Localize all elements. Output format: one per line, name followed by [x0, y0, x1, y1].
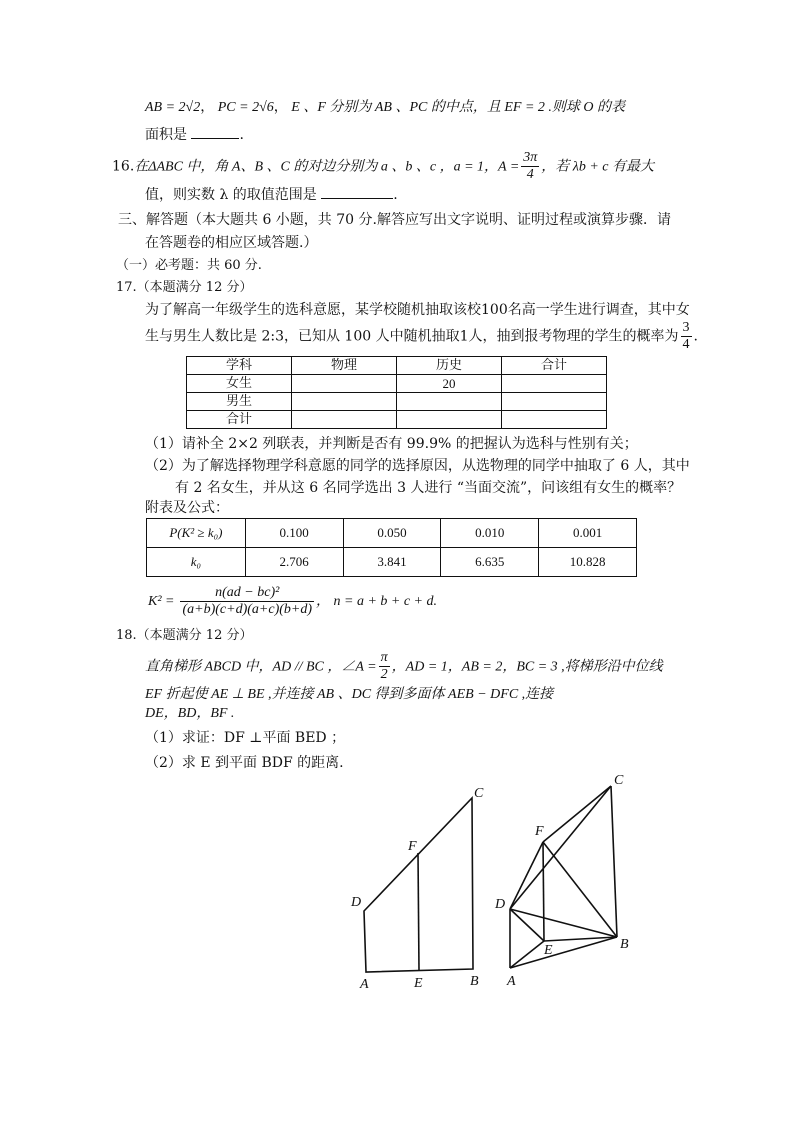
q15-ef: E 、F 分别为 AB 、PC 的中点，且 EF = 2 .则球 O 的表: [291, 100, 626, 115]
answer-blank: [191, 124, 239, 139]
table-row-label: k₀: [147, 548, 246, 577]
critical-value-table: [146, 518, 637, 577]
table-cell: 2.706: [245, 548, 343, 577]
k-formula-fraction: $\frac{\text{n(ad − bc)²}}{(a+b)(c+d)(a+c)(b+d)}$: [182, 585, 312, 618]
label-E-right: E: [544, 943, 553, 958]
table-cell: [502, 375, 607, 393]
q18-para3: DE，BD，BF .: [145, 706, 235, 721]
contingency-table: [186, 356, 607, 429]
trapezoid-figure: [364, 798, 473, 972]
table-cell: [292, 411, 397, 429]
label-C-left: C: [474, 786, 484, 801]
q16-line2: 值，则实数 λ 的取值范围是 .: [145, 184, 398, 205]
q16-number: 16.: [112, 158, 135, 175]
table-header: 物理: [292, 357, 397, 375]
label-A-right: A: [507, 974, 516, 989]
q16-range-text: 值，则实数 λ 的取值范围是: [145, 187, 317, 203]
table-row: [147, 548, 637, 577]
label-D-right: D: [495, 897, 506, 912]
table-cell: 0.010: [441, 519, 539, 548]
section-title: 三、解答题（本大题共 6 小题，共 70 分.解答应写出文字说明、证明过程或演算步骤．请: [118, 212, 671, 228]
polyhedron-figure: [510, 786, 617, 968]
q18-para2: EF 折起使 AE ⊥ BE ,并连接 AB 、DC 得到多面体 AEB − DFC ,连接: [145, 687, 554, 702]
q17-para2: 生与男生人数比是 2:3，已知从 100 人中随机抽取1人，抽到报考物理的学生的概率为 $\frac{3}{4}$ .: [145, 320, 698, 352]
table-cell: 合计: [187, 411, 292, 429]
table-header: 历史: [397, 357, 502, 375]
table-cell: 6.635: [441, 548, 539, 577]
q17-sub2-cont: 有 2 名女生，并从这 6 名同学选出 3 人进行 “当面交流”，问该组有女生的概率？: [175, 480, 682, 496]
table-row: [187, 393, 607, 411]
label-F-right: F: [535, 824, 544, 839]
q17-sub1: （1）请补全 2×2 列联表，并判断是否有 99.9% 的把握认为选科与性别有关；: [145, 436, 638, 452]
q17-prob-fraction: $\frac{3}{4}$: [682, 320, 690, 352]
table-cell: 20: [397, 375, 502, 393]
table-cell: 0.001: [539, 519, 637, 548]
table-cell: [292, 375, 397, 393]
table-header: 合计: [502, 357, 607, 375]
section-sub: （一）必考题：共 60 分.: [116, 258, 262, 273]
table-cell: 女生: [187, 375, 292, 393]
table-cell: 3.841: [343, 548, 441, 577]
q16-text-b: ，若 λb + c 有最大: [541, 159, 655, 175]
q18-angle-fraction: $\frac{\pi}{2}$: [380, 650, 388, 682]
table-header: 学科: [187, 357, 292, 375]
k-formula: K² = $\frac{\text{n(ad − bc)²}}{(a+b)(c+d)(a+c)(b+d)}$ ， n = a + b + c + d.: [148, 585, 438, 618]
table-row: [147, 519, 637, 548]
q18-sub2: （2）求 E 到平面 BDF 的距离.: [145, 755, 344, 771]
q15-ab: AB = 2√2: [145, 100, 201, 115]
table-cell: 0.100: [245, 519, 343, 548]
label-B-left: B: [470, 974, 479, 989]
q16-line1: [112, 150, 654, 183]
answer-blank: [321, 184, 393, 199]
table-row: [187, 375, 607, 393]
table-cell: [397, 411, 502, 429]
table-cell: [502, 393, 607, 411]
table-cell: [502, 411, 607, 429]
table-cell: [397, 393, 502, 411]
q15-line1: AB = 2√2， PC = 2√6， E 、F 分别为 AB 、PC 的中点，且 EF = 2 .则球 O 的表: [145, 100, 626, 115]
q17-para1: 为了解高一年级学生的选科意愿，某学校随机抽取该校100名高一学生进行调查，其中女: [145, 302, 690, 318]
label-C-right: C: [614, 773, 624, 788]
q17-head: 17.（本题满分 12 分）: [116, 280, 253, 295]
table-cell: 男生: [187, 393, 292, 411]
section-title-cont: 在答题卷的相应区域答题.）: [145, 235, 318, 251]
table-row: [187, 411, 607, 429]
table-cell: [292, 393, 397, 411]
q16-fraction: $\frac{3\pi}{4}$: [523, 150, 538, 182]
label-B-right: B: [620, 937, 629, 952]
label-D-left: D: [351, 895, 362, 910]
table-header-row: [187, 357, 607, 375]
label-F-left: F: [408, 839, 417, 854]
label-A-left: A: [360, 977, 369, 992]
q15-pc: PC = 2√6: [217, 100, 274, 115]
label-E-left: E: [414, 976, 423, 991]
q15-surface-text: 面积是: [145, 127, 187, 143]
table-cell: 10.828: [539, 548, 637, 577]
q18-para1: 直角梯形 ABCD 中，AD // BC ，∠A = $\frac{\pi}{2}$ ，AD = 1，AB = 2，BC = 3 ,将梯形沿中位线: [145, 650, 663, 682]
table-cell: 0.050: [343, 519, 441, 548]
appendix-label: 附表及公式：: [145, 500, 229, 516]
q17-sub2: （2）为了解选择物理学科意愿的同学的选择原因，从选物理的同学中抽取了 6 人，其中: [145, 458, 690, 474]
q16-text-a: 在ΔABC 中，角 A、B 、C 的对边分别为 a 、b 、c ，a = 1，A =: [134, 159, 520, 175]
q18-sub1: （1）求证：DF ⊥平面 BED ；: [145, 730, 346, 746]
q18-head: 18.（本题满分 12 分）: [116, 628, 253, 643]
table-row-label: P(K² ≥ k₀): [147, 519, 246, 548]
q15-line2: 面积是 .: [145, 124, 244, 145]
